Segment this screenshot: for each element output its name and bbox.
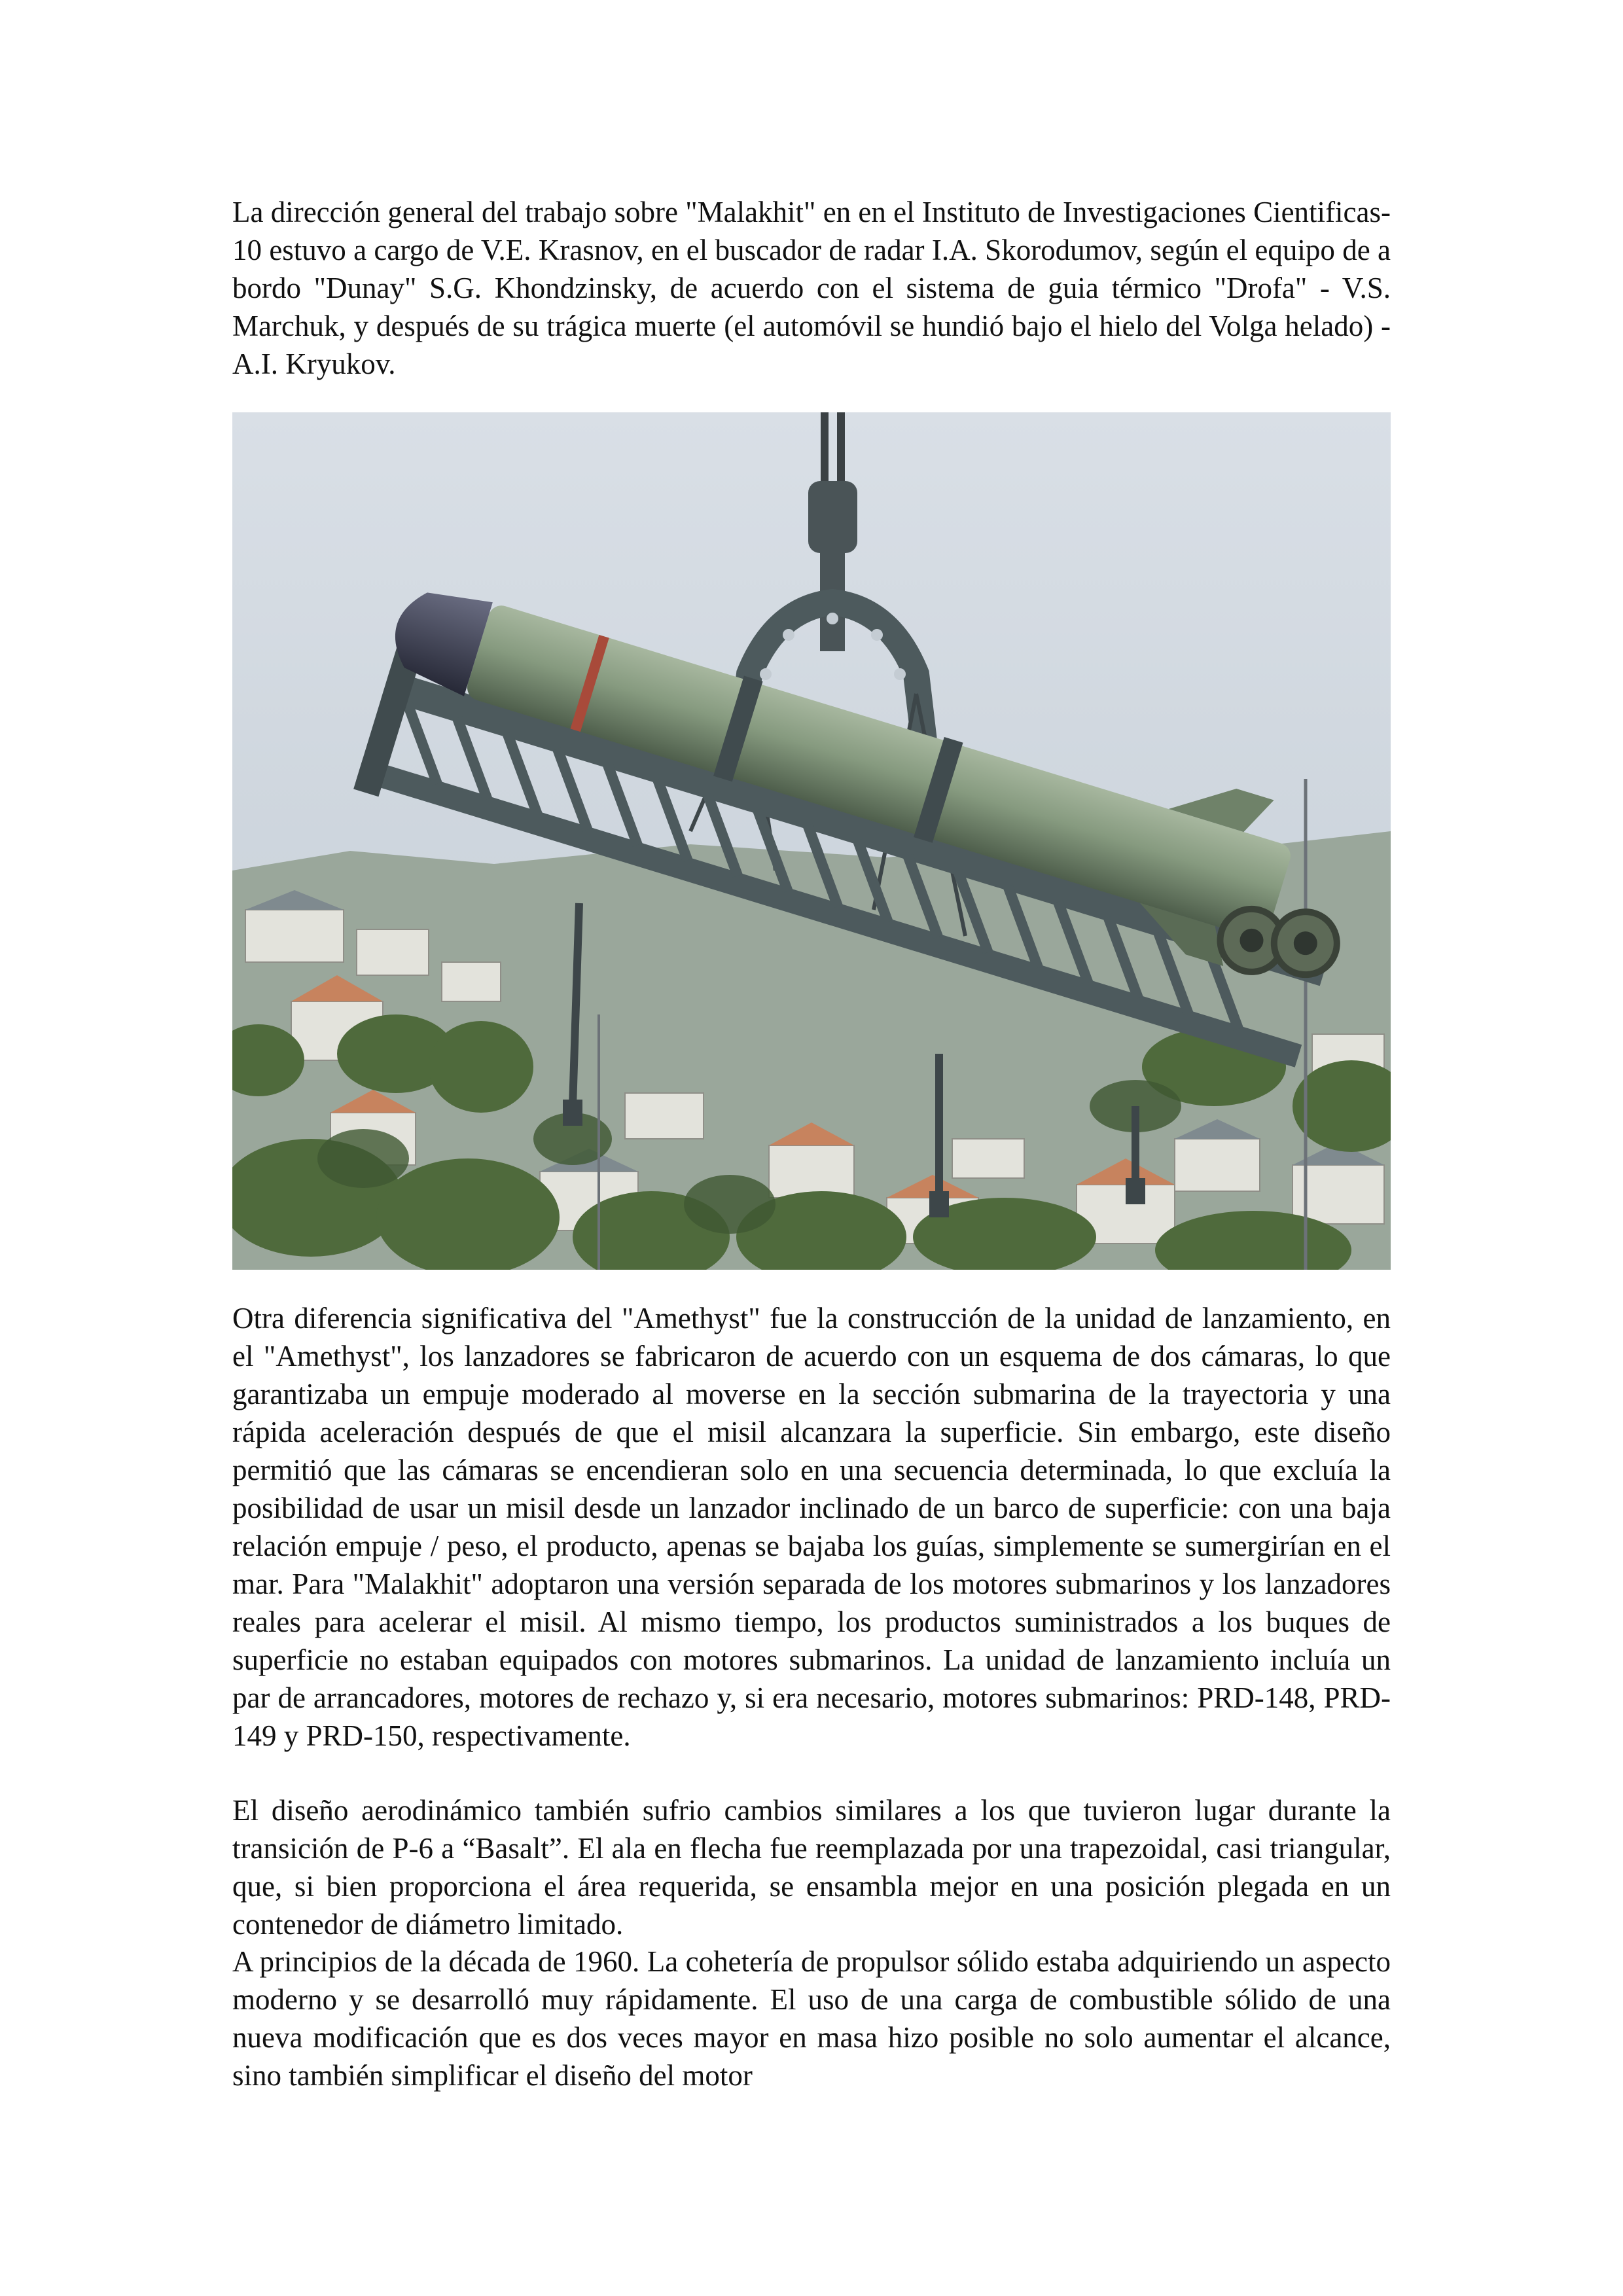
paragraph-launch-unit: Otra diferencia significativa del "Amethyst" fue la construcción de la unidad de lanzamiento, en el "Amethyst", los lanzadores se fabricaron de acuerdo con un esquema de dos cámaras, lo que garantizaba un empuje moderado al moverse en la sección submarina de la trayectoria y una rápida aceleración después de que el misil alcanzara la superficie. Sin embargo, este diseño permitió que las cámaras se encendieran solo en una secuencia determinada, lo que excluía la posibilidad de usar un misil desde un lanzador inclinado de un barco de superficie: con una baja relación empuje / peso, el producto, apenas se bajaba los guías, simplemente se sumergirían en el mar. Para "Malakhit" adoptaron una versión separada de los motores submarinos y los lanzadores reales para acelerar el misil. Al mismo tiempo, los productos suministrados a los buques de superficie no estaban equipados con motores submarinos. La unidad de lanzamiento incluía un par de arrancadores, motores de rechazo y, si era necesario, motores submarinos: PRD-148, PRD-149 y PRD-150, respectivamente. xyxy=(232,1302,1391,1752)
missile-photo xyxy=(232,412,1391,1270)
paragraph-solid-propellant: A principios de la década de 1960. La cohetería de propulsor sólido estaba adquiriendo un aspecto moderno y se desarrolló muy rápidamente. El uso de una carga de combustible sólido de una nueva modificación que es dos veces mayor en masa hizo posible no solo aumentar el alcance, sino también simplificar el diseño del motor xyxy=(232,1945,1391,2092)
missile-photo-icon xyxy=(232,412,1391,1270)
paragraph-intro: La dirección general del trabajo sobre "Malakhit" en en el Instituto de Investigaciones Cientificas-10 estuvo a cargo de V.E. Krasnov, en el buscador de radar I.A. Skorodumov, según el equipo de a bordo "Dunay" S.G. Khondzinsky, de acuerdo con el sistema de guia térmico "Drofa" - V.S. Marchuk, y después de su trágica muerte (el automóvil se hundió bajo el hielo del Volga helado) - A.I. Kryukov. xyxy=(232,196,1391,380)
paragraph-aerodynamic-design: El diseño aerodinámico también sufrio cambios similares a los que tuvieron lugar durante la transición de P-6 a “Basalt”. El ala en flecha fue reemplazada por una trapezoidal, casi triangular, que, si bien proporciona el área requerida, se ensambla mejor en una posición plegada en un contenedor de diámetro limitado. xyxy=(232,1794,1391,1941)
